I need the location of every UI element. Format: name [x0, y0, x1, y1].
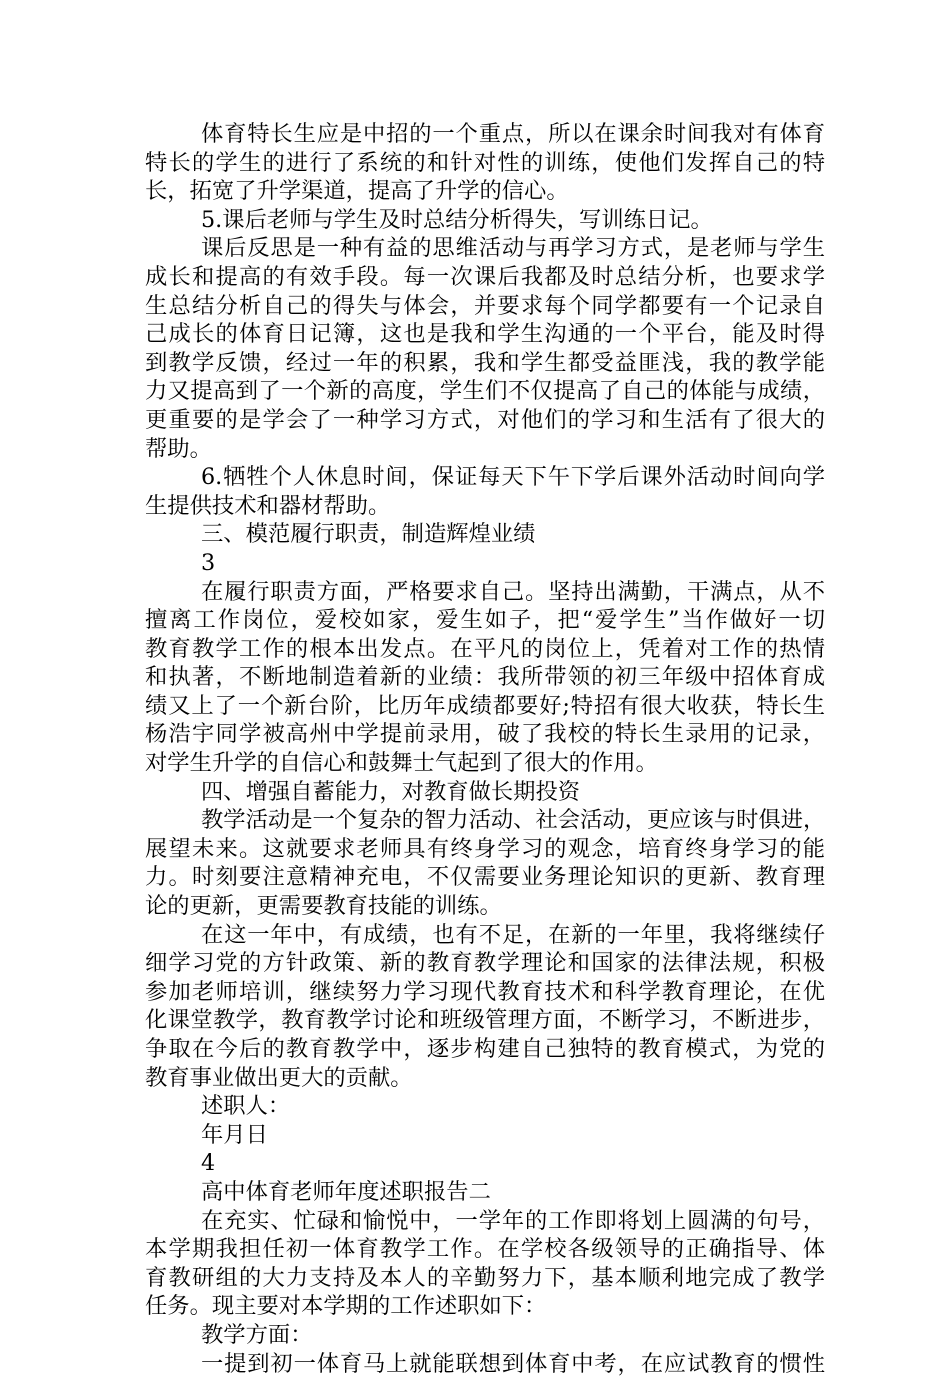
text-line: 展望未来。这就要求老师具有终身学习的观念，培育终身学习的能 [145, 835, 825, 862]
text-line: 争取在今后的教育教学中，逐步构建自己独特的教育模式，为党的 [145, 1036, 825, 1062]
text-line: 到教学反馈，经过一年的积累，我和学生都受益匪浅，我的教学能 [145, 349, 825, 376]
text-line: 成长和提高的有效手段。每一次课后我都及时总结分析，也要求学 [145, 263, 825, 290]
text-line: 教育事业做出更大的贡献。 [145, 1064, 413, 1091]
text-line: 生总结分析自己的得失与体会，并要求每个同学都要有一个记录自 [145, 292, 825, 319]
text-line: 对学生升学的自信心和鼓舞士气起到了很大的作用。 [145, 750, 658, 777]
text-line: 三、模范履行职责，制造辉煌业绩 [201, 521, 536, 548]
text-line: 特长的学生的进行了系统的和针对性的训练，使他们发挥自己的特 [145, 149, 825, 176]
text-line: 力。时刻要注意精神充电，不仅需要业务理论知识的更新、教育理 [145, 864, 825, 891]
text-line: 本学期我担任初一体育教学工作。在学校各级领导的正确指导、体 [145, 1236, 825, 1263]
text-line: 育教研组的大力支持及本人的辛勤努力下，基本顺利地完成了教学 [145, 1264, 825, 1291]
text-line: 述职人： [201, 1093, 291, 1120]
text-line: 和执著，不断地制造着新的业绩：我所带领的初三年级中招体育成 [145, 664, 825, 691]
text-line: 四、增强自蓄能力，对教育做长期投资 [201, 778, 581, 805]
text-line: 在履行职责方面，严格要求自己。坚持出满勤，干满点，从不 [201, 578, 825, 605]
text-line: 高中体育老师年度述职报告二 [201, 1178, 491, 1205]
document-page [145, 120, 825, 1378]
text-line: 在这一年中，有成绩，也有不足，在新的一年里，我将继续仔 [201, 921, 825, 948]
text-line: 力又提高到了一个新的高度，学生们不仅提高了自己的体能与成绩， [145, 378, 825, 405]
text-line: 长，拓宽了升学渠道，提高了升学的信心。 [145, 178, 569, 205]
text-line: 4 [201, 1150, 216, 1177]
text-line: 6.牺牲个人休息时间，保证每天下午下学后课外活动时间向学 [201, 464, 825, 491]
text-line: 论的更新，更需要教育技能的训练。 [145, 893, 502, 920]
text-line: 杨浩宇同学被高州中学提前录用，破了我校的特长生录用的记录， [145, 721, 825, 748]
text-line: 5.课后老师与学生及时总结分析得失，写训练日记。 [201, 206, 713, 233]
text-line: 细学习党的方针政策、新的教育教学理论和国家的法律法规，积极 [145, 950, 825, 977]
text-line: 体育特长生应是中招的一个重点，所以在课余时间我对有体育 [201, 121, 825, 147]
text-line: 课后反思是一种有益的思维活动与再学习方式，是老师与学生 [201, 235, 825, 262]
text-line: 教学活动是一个复杂的智力活动、社会活动，更应该与时俱进， [201, 807, 826, 834]
text-line: 参加老师培训，继续努力学习现代教育技术和科学教育理论，在优 [145, 978, 825, 1005]
text-line: 生提供技术和器材帮助。 [145, 492, 391, 519]
text-line: 在充实、忙碌和愉悦中，一学年的工作即将划上圆满的句号， [201, 1207, 825, 1234]
text-line: 化课堂教学，教育教学讨论和班级管理方面，不断学习，不断进步， [145, 1007, 825, 1034]
text-line: 年月日 [201, 1121, 268, 1148]
text-line: 一提到初一体育马上就能联想到体育中考，在应试教育的惯性 [201, 1350, 825, 1377]
text-line: 3 [201, 549, 216, 576]
text-line: 教育教学工作的根本出发点。在平凡的岗位上，凭着对工作的热情 [145, 635, 825, 662]
text-line: 绩又上了一个新台阶，比历年成绩都要好;特招有很大收获，特长生 [145, 692, 825, 719]
text-line: 教学方面： [201, 1321, 313, 1348]
text-line: 己成长的体育日记簿，这也是我和学生沟通的一个平台，能及时得 [145, 321, 825, 348]
text-line: 帮助。 [145, 435, 212, 462]
text-line: 更重要的是学会了一种学习方式，对他们的学习和生活有了很大的 [145, 406, 825, 433]
text-line: 擅离工作岗位，爱校如家，爱生如子，把“爱学生”当作做好一切 [145, 607, 825, 634]
text-line: 任务。现主要对本学期的工作述职如下： [145, 1293, 547, 1320]
